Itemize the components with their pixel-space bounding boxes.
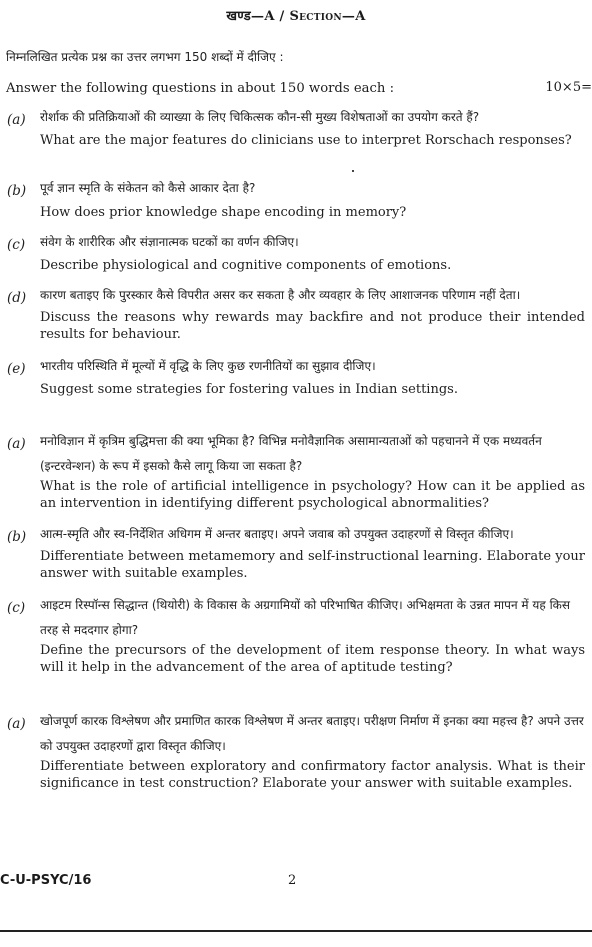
question-english: Differentiate between exploratory and confirmatory factor analysis. What is their significance in test construction? Elaborate your answer with suitable examples.: [40, 759, 585, 791]
question-hindi: कारण बताइए कि पुरस्कार कैसे विपरीत असर कर सकता है और व्यवहार के लिए आशाजनक परिणाम नहीं देता।: [40, 288, 521, 302]
section-header-separator: /: [274, 9, 290, 24]
question-english: Define the precursors of the development of item response theory. In what ways will it help in the advancement of the area of aptitude testing?: [40, 643, 585, 675]
question-hindi: आइटम रिस्पॉन्स सिद्धान्त (थियोरी) के विकास के अग्रगामियों को परिभाषित कीजिए। अभिक्षमता के उन्नत मापन में यह किस तरह से मददगार होगा?: [40, 598, 571, 637]
marks-allocation: 10×5=: [545, 80, 592, 95]
question-label: (c): [7, 600, 26, 616]
question-english: Discuss the reasons why rewards may backfire and not produce their intended results for behaviour.: [40, 310, 585, 342]
instructions-english: Answer the following questions in about 150 words each :: [6, 81, 395, 96]
bottom-rule: [0, 930, 592, 932]
question-english: What is the role of artificial intelligence in psychology? How can it be applied as an intervention in identifying different psychological abnormalities?: [40, 479, 585, 511]
section-header-english: Section—A: [289, 9, 366, 24]
question-hindi: आत्म-स्मृति और स्व-निर्देशित अधिगम में अन्तर बताइए। अपने जवाब को उपयुक्त उदाहरणों से विस्तृत कीजिए।: [40, 527, 514, 541]
question-label: (e): [7, 361, 26, 377]
question-hindi: पूर्व ज्ञान स्मृति के संकेतन को कैसे आकार देता है?: [40, 181, 256, 195]
page-number: 2: [288, 873, 297, 888]
question-hindi: खोजपूर्ण कारक विश्लेषण और प्रमाणित कारक विश्लेषण में अन्तर बताइए। परीक्षण निर्माण में इनका क्या महत्त्व है? अपने उत्तर को उपयुक्त उदाहरणों द्वारा विस्तृत कीजिए।: [40, 714, 584, 753]
question-label: (b): [7, 529, 27, 545]
question-hindi: भारतीय परिस्थिति में मूल्यों में वृद्धि के लिए कुछ रणनीतियों का सुझाव दीजिए।: [40, 359, 376, 373]
question-label: (b): [7, 183, 27, 199]
question-hindi: रोर्शाक की प्रतिक्रियाओं की व्याख्या के लिए चिकित्सक कौन-सी मुख्य विशेषताओं का उपयोग करते हैं?: [40, 110, 480, 124]
question-hindi: संवेग के शारीरिक और संज्ञानात्मक घटकों का वर्णन कीजिए।: [40, 235, 299, 249]
instructions-hindi: निम्नलिखित प्रत्येक प्रश्न का उत्तर लगभग 150 शब्दों में दीजिए :: [6, 50, 284, 64]
question-english: What are the major features do clinicians use to interpret Rorschach responses?: [40, 133, 572, 148]
section-header-hindi: खण्ड—A: [226, 9, 275, 24]
question-hindi: मनोविज्ञान में कृत्रिम बुद्धिमत्ता की क्या भूमिका है? विभिन्न मनोवैज्ञानिक असामान्यताओं को पहचानने में एक मध्यवर्तन (इन्टरवेन्शन) के रूप में इसको कैसे लागू किया जा सकता है?: [40, 434, 542, 473]
question-english: Describe physiological and cognitive components of emotions.: [40, 258, 452, 273]
question-english: Differentiate between metamemory and self-instructional learning. Elaborate your answer with suitable examples.: [40, 549, 585, 581]
stray-mark: [352, 170, 354, 172]
question-label: (d): [7, 290, 27, 306]
question-label: (c): [7, 237, 26, 253]
question-label: (a): [7, 716, 26, 732]
question-english: Suggest some strategies for fostering values in Indian settings.: [40, 382, 458, 397]
section-header: [0, 6, 592, 24]
question-english: How does prior knowledge shape encoding in memory?: [40, 205, 407, 220]
question-label: (a): [7, 112, 26, 128]
paper-code: C-U-PSYC/16: [0, 873, 92, 888]
question-label: (a): [7, 436, 26, 452]
